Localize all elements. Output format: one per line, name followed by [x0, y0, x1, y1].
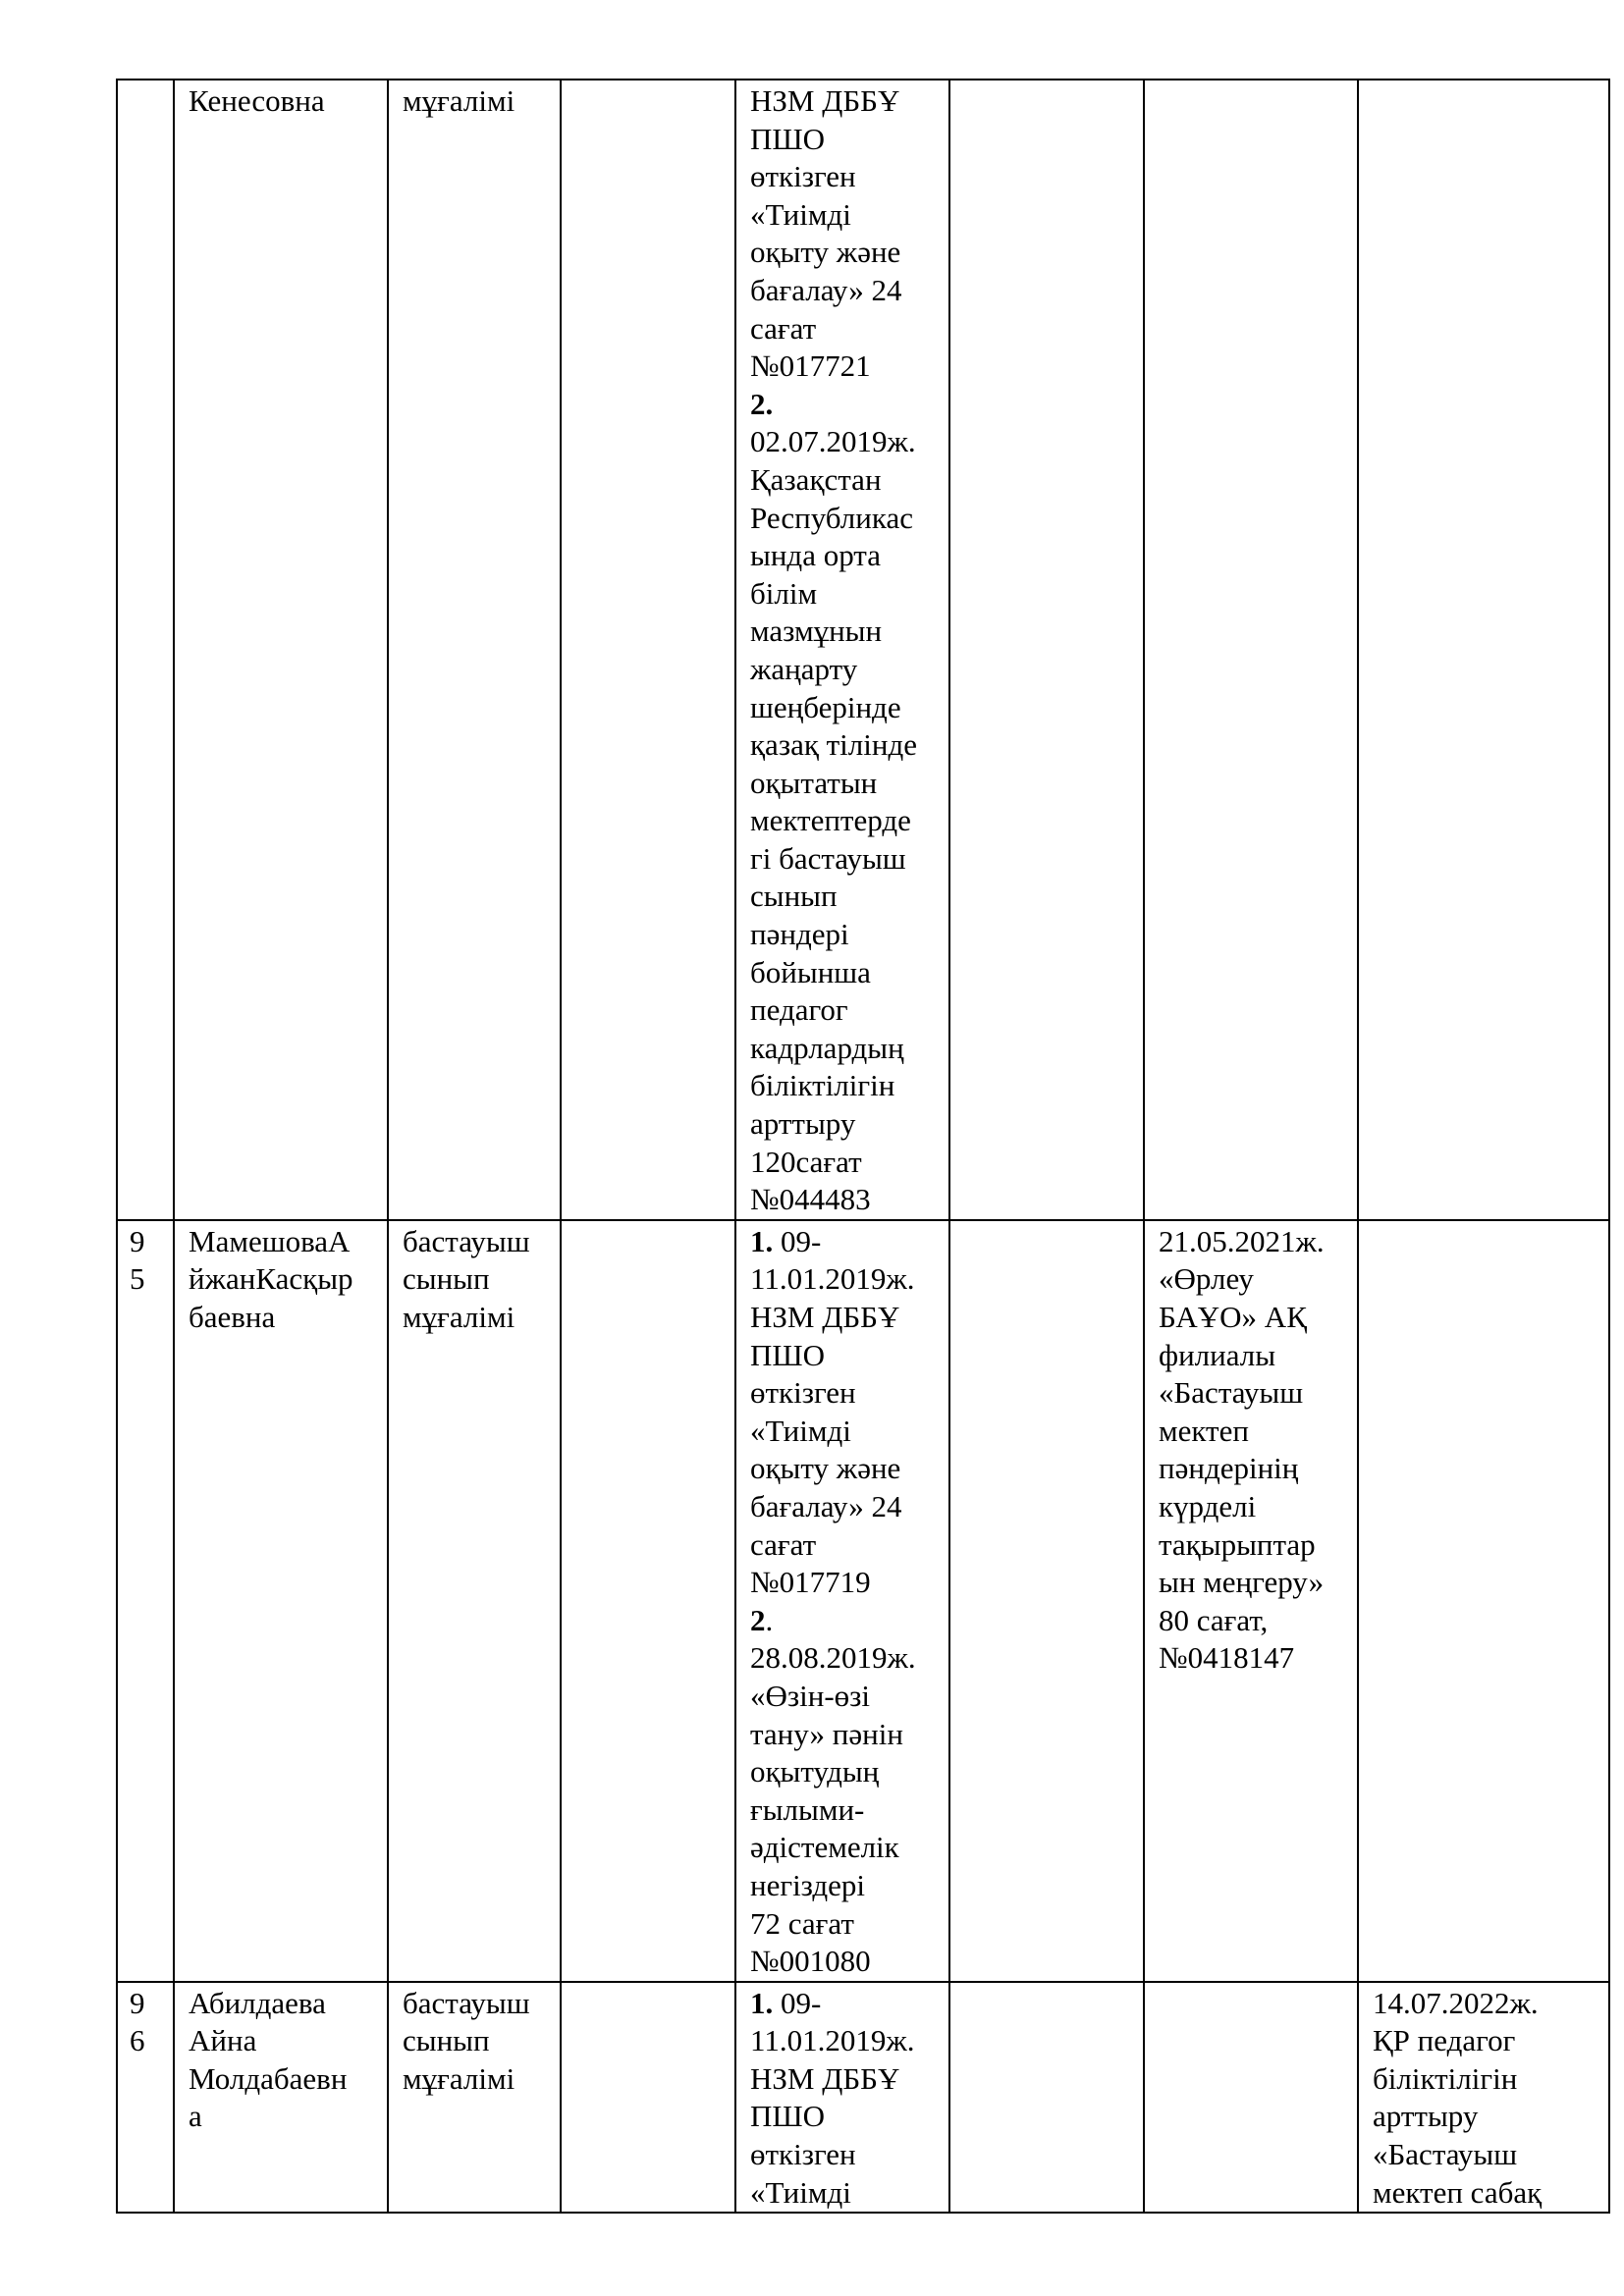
course-text: оқыту және [750, 1451, 901, 1486]
course-text: педагог [750, 992, 848, 1028]
course-text: НЗМ ДББҰ [750, 83, 900, 118]
course-text: гі бастауыш [750, 840, 906, 876]
course-line [750, 1791, 939, 1830]
course-line [750, 1337, 939, 1375]
table-row [117, 1220, 1609, 1982]
course-line [750, 651, 939, 689]
course-line [750, 575, 939, 614]
course-line [750, 1905, 939, 1944]
teacher-name-cell: Абилдаева Айна Молдабаевн а [174, 1982, 388, 2214]
course-line [750, 916, 939, 954]
course-text: оқытудың [750, 1754, 880, 1789]
courses-2022-cell [1358, 80, 1609, 1220]
course-line [750, 272, 939, 310]
course-text: сағат [750, 1526, 817, 1562]
course-line [750, 2174, 939, 2213]
course-line [750, 1867, 939, 1905]
table-row [117, 1982, 1609, 2214]
course-line [750, 1260, 939, 1299]
empty-cell [561, 80, 735, 1220]
position-cell: бастауыш сынып мұғалімі [388, 1982, 561, 2214]
course-line [750, 1943, 939, 1981]
course-text: 09- [773, 1223, 822, 1258]
course-line [750, 765, 939, 803]
course-line [750, 234, 939, 272]
course-text: ПШО [750, 2099, 826, 2134]
course-line [750, 158, 939, 196]
row-number-cell: 9 6 [117, 1982, 174, 2214]
course-line [750, 1144, 939, 1182]
course-line [750, 2098, 939, 2136]
course-text: №001080 [750, 1944, 871, 1979]
course-line [750, 878, 939, 916]
course-line [750, 991, 939, 1030]
position-cell: мұғалімі [388, 80, 561, 1220]
course-text: . [765, 1602, 774, 1637]
course-line [750, 500, 939, 538]
course-text: 02.07.2019ж. [750, 424, 916, 459]
course-line [750, 840, 939, 879]
course-text: ғылыми- [750, 1791, 865, 1827]
course-line [750, 423, 939, 461]
course-line [750, 1299, 939, 1337]
course-text: өткізген [750, 159, 856, 194]
empty-cell [561, 1982, 735, 2214]
courses-2021-cell [1144, 80, 1358, 1220]
courses-cell [735, 80, 949, 1220]
course-line [750, 613, 939, 651]
course-text: «Тиімді [750, 196, 851, 232]
row-number-cell [117, 80, 174, 1220]
course-text: сағат [750, 310, 817, 346]
empty-cell [561, 1220, 735, 1982]
course-text: ында орта [750, 538, 881, 573]
course-line [750, 1985, 939, 2023]
course-text: ПШО [750, 1337, 826, 1372]
course-line [750, 726, 939, 765]
courses-2022-cell [1358, 1220, 1609, 1982]
course-item-number: 2 [750, 1602, 766, 1637]
course-item-number: 2. [750, 386, 774, 421]
course-text: өткізген [750, 2137, 856, 2172]
course-line [750, 1716, 939, 1754]
courses-cell [735, 1220, 949, 1982]
course-line [750, 1030, 939, 1068]
course-text: негіздері [750, 1867, 866, 1902]
row-number-cell: 9 5 [117, 1220, 174, 1982]
course-text: қазақ тілінде [750, 727, 918, 763]
course-line [750, 1374, 939, 1413]
course-text: 11.01.2019ж. [750, 2023, 915, 2058]
course-text: №017719 [750, 1565, 871, 1600]
courses-2021-cell [1144, 1982, 1358, 2214]
course-text: №044483 [750, 1182, 871, 1217]
course-line [750, 1526, 939, 1565]
course-line [750, 310, 939, 348]
course-line [750, 1105, 939, 1144]
course-line [750, 1602, 939, 1640]
course-line [750, 1223, 939, 1261]
course-line [750, 802, 939, 840]
course-item-number: 1. [750, 1985, 774, 2020]
course-text: «Өзін-өзі [750, 1678, 871, 1713]
position-cell: бастауыш сынып мұғалімі [388, 1220, 561, 1982]
course-line [750, 1450, 939, 1488]
course-text: «Тиімді [750, 1413, 851, 1448]
course-text: пәндері [750, 917, 849, 952]
course-line [750, 386, 939, 424]
course-line [750, 1067, 939, 1105]
course-text: №017721 [750, 348, 871, 384]
courses-2021-cell: 21.05.2021ж. «Өрлеу БАҰО» АҚ филиалы «Бастауыш мектеп пәндерінің күрделі тақырыптар ын меңгеру» 80 сағат, №0418147 [1144, 1220, 1358, 1982]
course-line [750, 196, 939, 235]
course-line [750, 2022, 939, 2060]
course-text: тану» пәнін [750, 1716, 903, 1751]
course-text: 11.01.2019ж. [750, 1261, 915, 1297]
course-text: НЗМ ДББҰ [750, 2060, 900, 2096]
courses-2022-cell: 14.07.2022ж. ҚР педагог біліктілігін арттыру «Бастауыш мектеп сабақ [1358, 1982, 1609, 2214]
course-line [750, 1678, 939, 1716]
course-line [750, 689, 939, 727]
course-text: бойынша [750, 954, 871, 989]
course-text: оқытатын [750, 765, 878, 800]
teacher-name-cell: МамешоваА йжанКасқыр баевна [174, 1220, 388, 1982]
course-text: біліктілігін [750, 1068, 895, 1103]
empty-cell [949, 80, 1144, 1220]
course-line [750, 461, 939, 500]
course-line [750, 954, 939, 992]
teacher-name-cell: Кенесовна [174, 80, 388, 1220]
course-line [750, 2136, 939, 2174]
course-text: әдістемелік [750, 1830, 899, 1865]
course-text: сынып [750, 879, 838, 914]
course-text: НЗМ ДББҰ [750, 1300, 900, 1334]
course-text: оқыту және [750, 235, 901, 270]
empty-cell [949, 1220, 1144, 1982]
course-text: өткізген [750, 1375, 856, 1411]
course-text: «Тиімді [750, 2174, 851, 2210]
course-line [750, 1753, 939, 1791]
course-line [750, 1488, 939, 1526]
teachers-table [116, 79, 1610, 2214]
course-text: жаңарту [750, 651, 858, 686]
course-text: мектептерде [750, 803, 911, 838]
course-line [750, 1564, 939, 1602]
course-text: мазмұнын [750, 614, 883, 649]
course-text: ПШО [750, 121, 826, 156]
course-text: шеңберінде [750, 689, 901, 724]
empty-cell [949, 1982, 1144, 2214]
course-line [750, 347, 939, 386]
course-text: арттыру [750, 1106, 856, 1142]
course-line [750, 121, 939, 159]
course-text: кадрлардың [750, 1030, 904, 1065]
course-line [750, 82, 939, 121]
course-line [750, 537, 939, 575]
course-text: Республикас [750, 500, 913, 535]
course-text: Қазақстан [750, 461, 882, 497]
course-text: 09- [773, 1985, 822, 2020]
course-item-number: 1. [750, 1223, 774, 1258]
course-text: 28.08.2019ж. [750, 1640, 916, 1676]
course-text: білім [750, 575, 818, 611]
course-line [750, 1181, 939, 1219]
course-line [750, 2060, 939, 2099]
course-text: бағалау» 24 [750, 272, 902, 307]
table-row [117, 80, 1609, 1220]
courses-cell [735, 1982, 949, 2214]
course-line [750, 1413, 939, 1451]
course-text: бағалау» 24 [750, 1488, 902, 1523]
course-text: 120сағат [750, 1144, 862, 1179]
course-text: 72 сағат [750, 1905, 854, 1941]
course-line [750, 1639, 939, 1678]
course-line [750, 1829, 939, 1867]
